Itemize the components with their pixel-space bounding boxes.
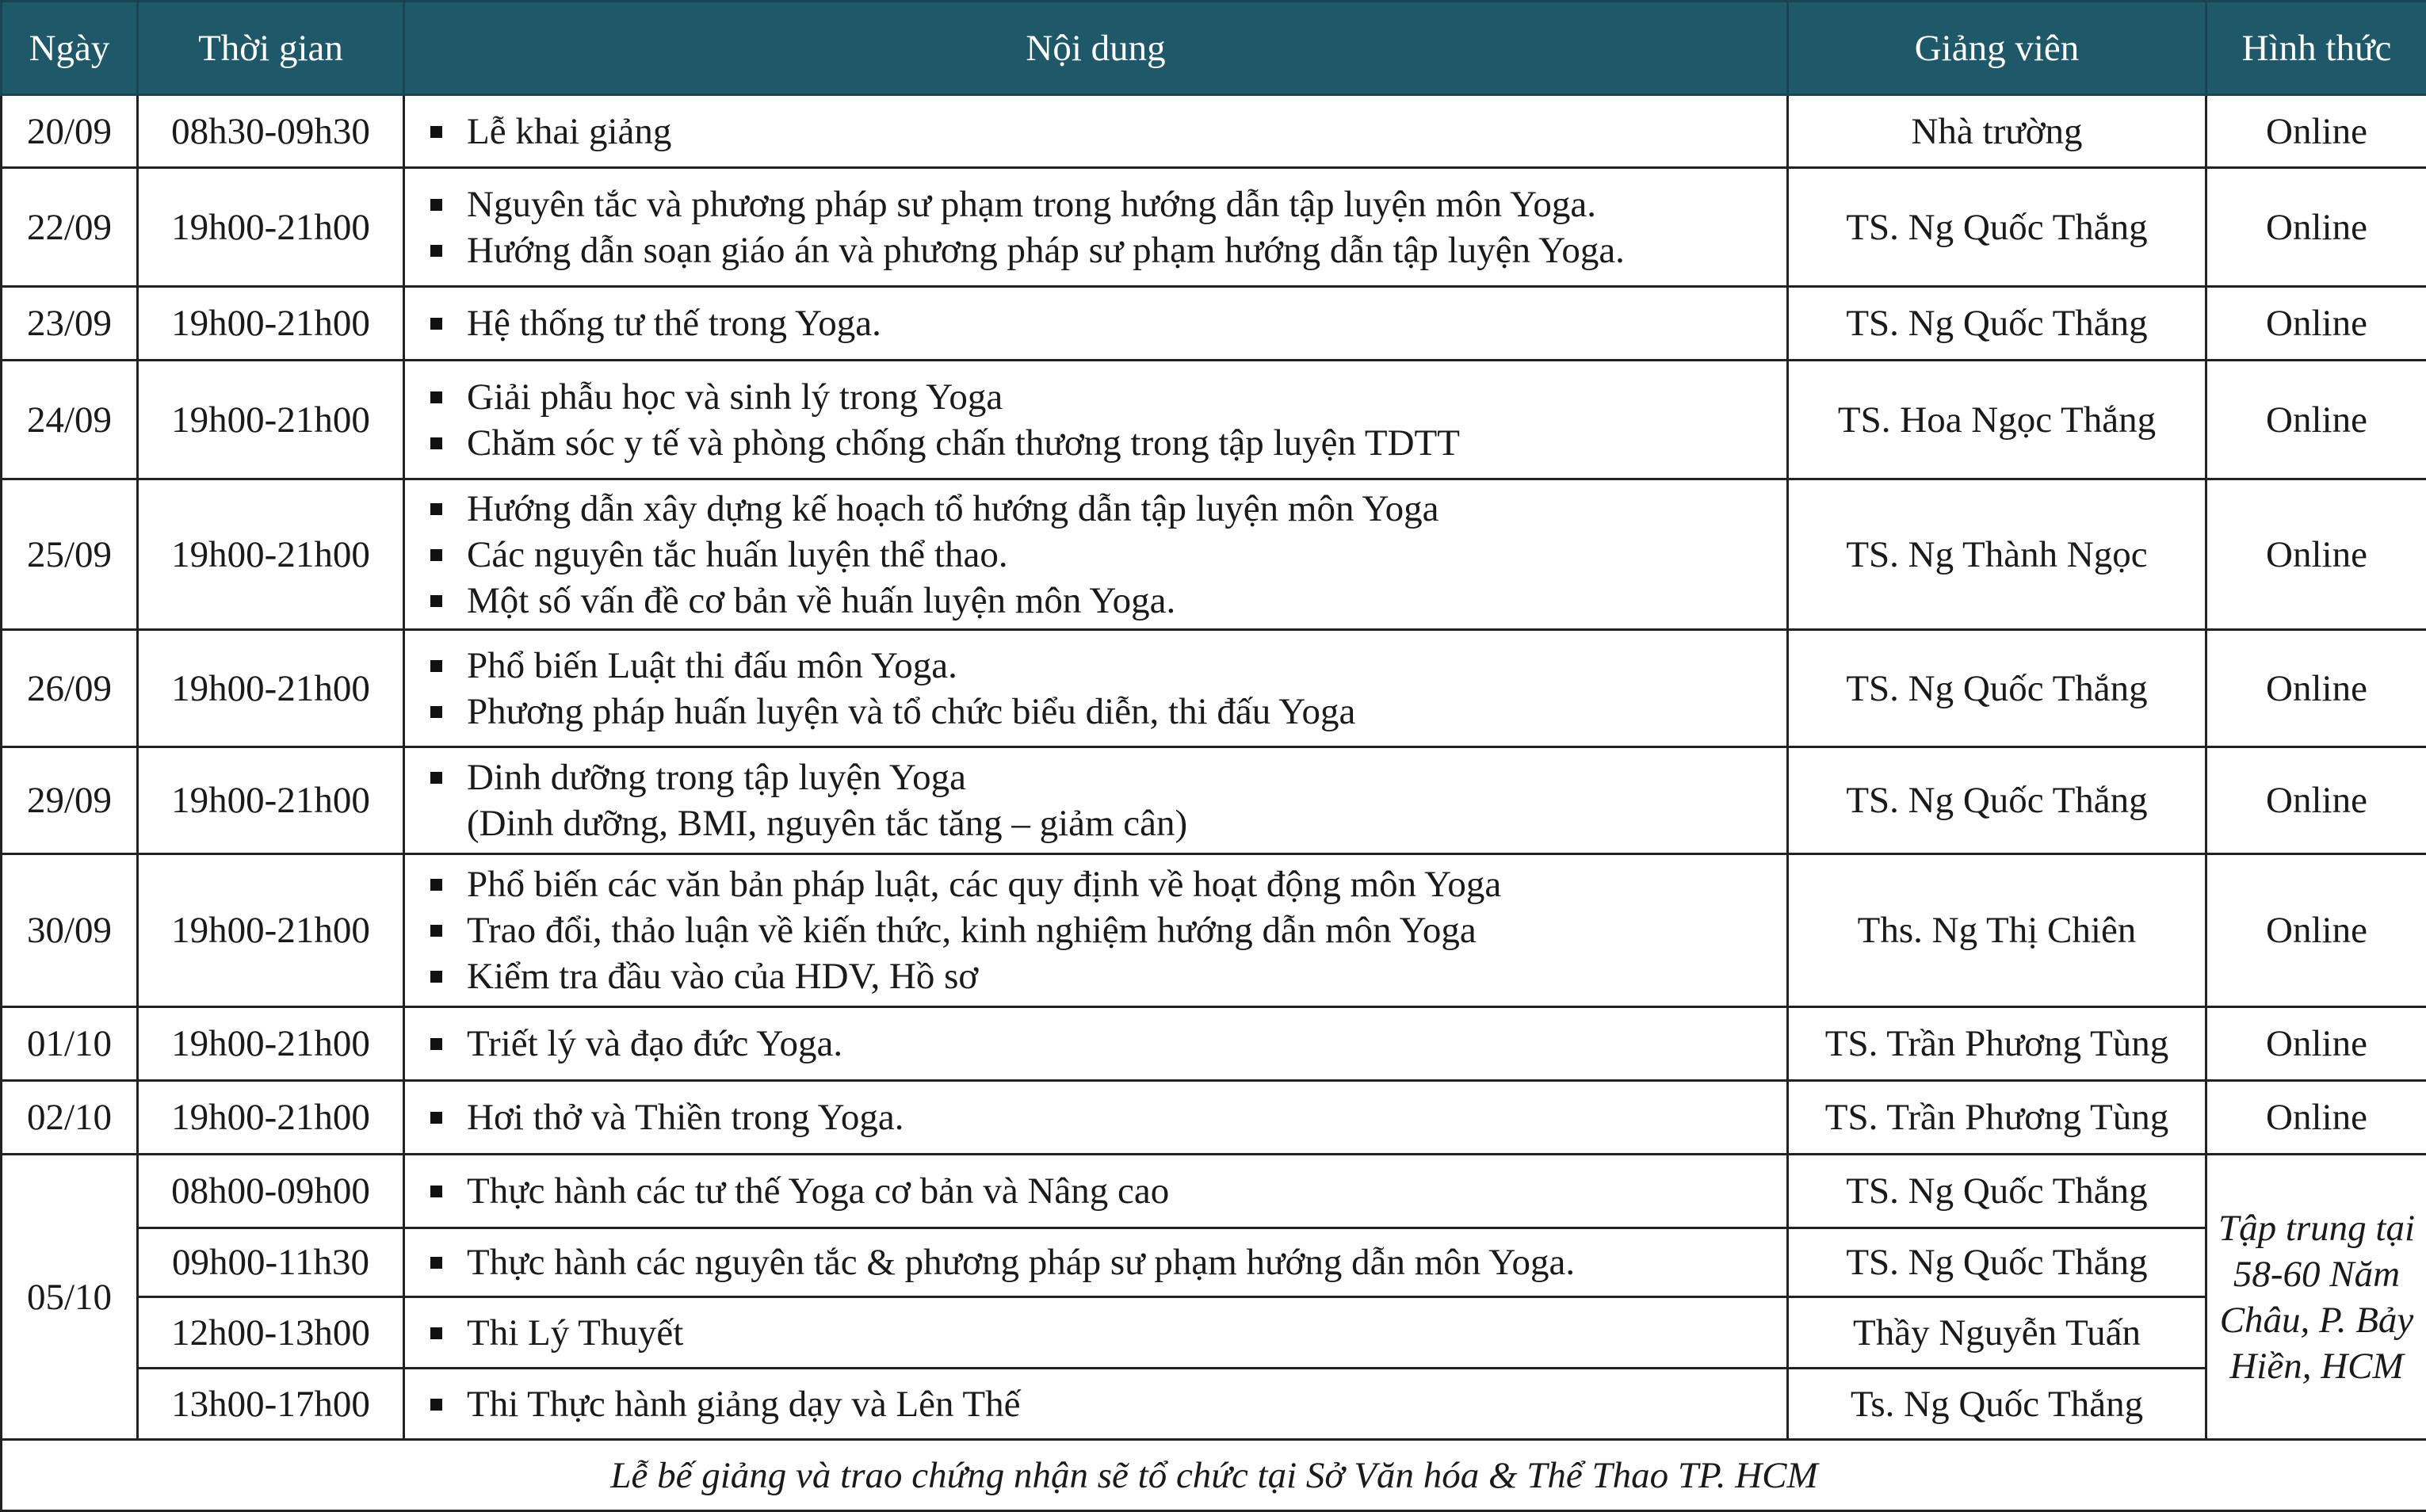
table-row (2, 747, 2426, 854)
content-item: Một số vấn đề cơ bản về huấn luyện môn Yoga. (426, 578, 1786, 624)
instructor-cell: Ts. Ng Quốc Thắng (1788, 1369, 2206, 1440)
content-cell (404, 1007, 1788, 1081)
time-cell: 08h00-09h00 (138, 1155, 404, 1228)
instructor-cell: TS. Ng Quốc Thắng (1788, 630, 2206, 747)
content-cell (404, 287, 1788, 361)
time-cell: 19h00-21h00 (138, 1081, 404, 1155)
header-time: Thời gian (138, 2, 404, 95)
content-cell (404, 168, 1788, 287)
format-cell: Online (2206, 1081, 2426, 1155)
content-item: Kiểm tra đầu vào của HDV, Hồ sơ (426, 953, 1786, 999)
content-item-continuation: (Dinh dưỡng, BMI, nguyên tắc tăng – giảm cân) (426, 800, 1786, 846)
content-item: Thi Lý Thuyết (426, 1310, 1786, 1356)
instructor-cell: Nhà trường (1788, 95, 2206, 168)
content-cell (404, 1081, 1788, 1155)
instructor-cell: Ths. Ng Thị Chiên (1788, 854, 2206, 1007)
content-cell (404, 1228, 1788, 1297)
content-cell (404, 1369, 1788, 1440)
time-cell: 19h00-21h00 (138, 287, 404, 361)
time-cell: 09h00-11h30 (138, 1228, 404, 1297)
content-item: Trao đổi, thảo luận về kiến thức, kinh nghiệm hướng dẫn môn Yoga (426, 907, 1786, 953)
time-cell: 08h30-09h30 (138, 95, 404, 168)
table-row (2, 1228, 2426, 1297)
time-cell: 19h00-21h00 (138, 479, 404, 630)
format-cell: Online (2206, 361, 2426, 479)
instructor-cell: TS. Ng Quốc Thắng (1788, 1228, 2206, 1297)
content-item: Chăm sóc y tế và phòng chống chấn thương trong tập luyện TDTT (426, 420, 1786, 466)
format-cell: Online (2206, 479, 2426, 630)
instructor-cell: TS. Ng Quốc Thắng (1788, 747, 2206, 854)
content-cell (404, 361, 1788, 479)
content-item: Hơi thở và Thiền trong Yoga. (426, 1094, 1786, 1140)
day-cell: 26/09 (2, 630, 138, 747)
content-item: Phương pháp huấn luyện và tổ chức biểu diễn, thi đấu Yoga (426, 689, 1786, 735)
day-cell: 05/10 (2, 1155, 138, 1440)
table-row (2, 1369, 2426, 1440)
format-cell: Online (2206, 747, 2426, 854)
instructor-cell: TS. Trần Phương Tùng (1788, 1007, 2206, 1081)
format-cell: Online (2206, 854, 2426, 1007)
time-cell: 19h00-21h00 (138, 630, 404, 747)
content-cell (404, 479, 1788, 630)
content-item: Giải phẫu học và sinh lý trong Yoga (426, 374, 1786, 420)
content-cell (404, 854, 1788, 1007)
format-cell: Online (2206, 95, 2426, 168)
content-item: Phổ biến Luật thi đấu môn Yoga. (426, 643, 1786, 689)
closing-note: Lễ bế giảng và trao chứng nhận sẽ tổ chức tại Sở Văn hóa & Thể Thao TP. HCM (2, 1440, 2426, 1511)
format-cell-onsite: Tập trung tại 58-60 Năm Châu, P. Bảy Hiền, HCM (2206, 1155, 2426, 1440)
time-cell: 13h00-17h00 (138, 1369, 404, 1440)
instructor-cell: TS. Trần Phương Tùng (1788, 1081, 2206, 1155)
table-row (2, 854, 2426, 1007)
header-content: Nội dung (404, 2, 1788, 95)
table-row (2, 361, 2426, 479)
day-cell: 23/09 (2, 287, 138, 361)
header-instructor: Giảng viên (1788, 2, 2206, 95)
format-cell: Online (2206, 287, 2426, 361)
day-cell: 25/09 (2, 479, 138, 630)
time-cell: 19h00-21h00 (138, 361, 404, 479)
day-cell: 30/09 (2, 854, 138, 1007)
content-item: Lễ khai giảng (426, 109, 1786, 155)
instructor-cell: TS. Ng Quốc Thắng (1788, 168, 2206, 287)
instructor-cell: TS. Ng Quốc Thắng (1788, 1155, 2206, 1228)
content-cell (404, 630, 1788, 747)
content-item: Triết lý và đạo đức Yoga. (426, 1021, 1786, 1067)
content-cell (404, 95, 1788, 168)
format-cell: Online (2206, 168, 2426, 287)
day-cell: 22/09 (2, 168, 138, 287)
time-cell: 19h00-21h00 (138, 747, 404, 854)
content-item: Các nguyên tắc huấn luyện thể thao. (426, 532, 1786, 578)
table-row (2, 1155, 2426, 1228)
content-item: Hướng dẫn soạn giáo án và phương pháp sư phạm hướng dẫn tập luyện Yoga. (426, 227, 1786, 273)
time-cell: 12h00-13h00 (138, 1297, 404, 1369)
table-row (2, 479, 2426, 630)
time-cell: 19h00-21h00 (138, 854, 404, 1007)
table-row (2, 287, 2426, 361)
time-cell: 19h00-21h00 (138, 1007, 404, 1081)
instructor-cell: TS. Ng Thành Ngọc (1788, 479, 2206, 630)
content-cell (404, 1297, 1788, 1369)
content-item: Phổ biến các văn bản pháp luật, các quy định về hoạt động môn Yoga (426, 861, 1786, 907)
time-cell: 19h00-21h00 (138, 168, 404, 287)
content-item: Thi Thực hành giảng dạy và Lên Thế (426, 1381, 1786, 1427)
day-cell: 24/09 (2, 361, 138, 479)
content-item: Nguyên tắc và phương pháp sư phạm trong hướng dẫn tập luyện môn Yoga. (426, 181, 1786, 227)
content-item: Thực hành các tư thế Yoga cơ bản và Nâng cao (426, 1168, 1786, 1214)
table-row (2, 1007, 2426, 1081)
header-format: Hình thức (2206, 2, 2426, 95)
table-row (2, 1297, 2426, 1369)
content-item: Hướng dẫn xây dựng kế hoạch tổ hướng dẫn tập luyện môn Yoga (426, 486, 1786, 532)
content-item: Hệ thống tư thế trong Yoga. (426, 300, 1786, 346)
instructor-cell: TS. Hoa Ngọc Thắng (1788, 361, 2206, 479)
day-cell: 02/10 (2, 1081, 138, 1155)
format-cell: Online (2206, 630, 2426, 747)
header-row (2, 2, 2426, 95)
content-cell (404, 747, 1788, 854)
day-cell: 29/09 (2, 747, 138, 854)
table-row (2, 630, 2426, 747)
format-cell: Online (2206, 1007, 2426, 1081)
footer-row (2, 1440, 2426, 1511)
table-row (2, 168, 2426, 287)
header-day: Ngày (2, 2, 138, 95)
content-item: Thực hành các nguyên tắc & phương pháp sư phạm hướng dẫn môn Yoga. (426, 1239, 1786, 1285)
day-cell: 01/10 (2, 1007, 138, 1081)
instructor-cell: Thầy Nguyễn Tuấn (1788, 1297, 2206, 1369)
content-item: Dinh dưỡng trong tập luyện Yoga (426, 754, 1786, 800)
table-row (2, 1081, 2426, 1155)
instructor-cell: TS. Ng Quốc Thắng (1788, 287, 2206, 361)
day-cell: 20/09 (2, 95, 138, 168)
content-cell (404, 1155, 1788, 1228)
table-row (2, 95, 2426, 168)
